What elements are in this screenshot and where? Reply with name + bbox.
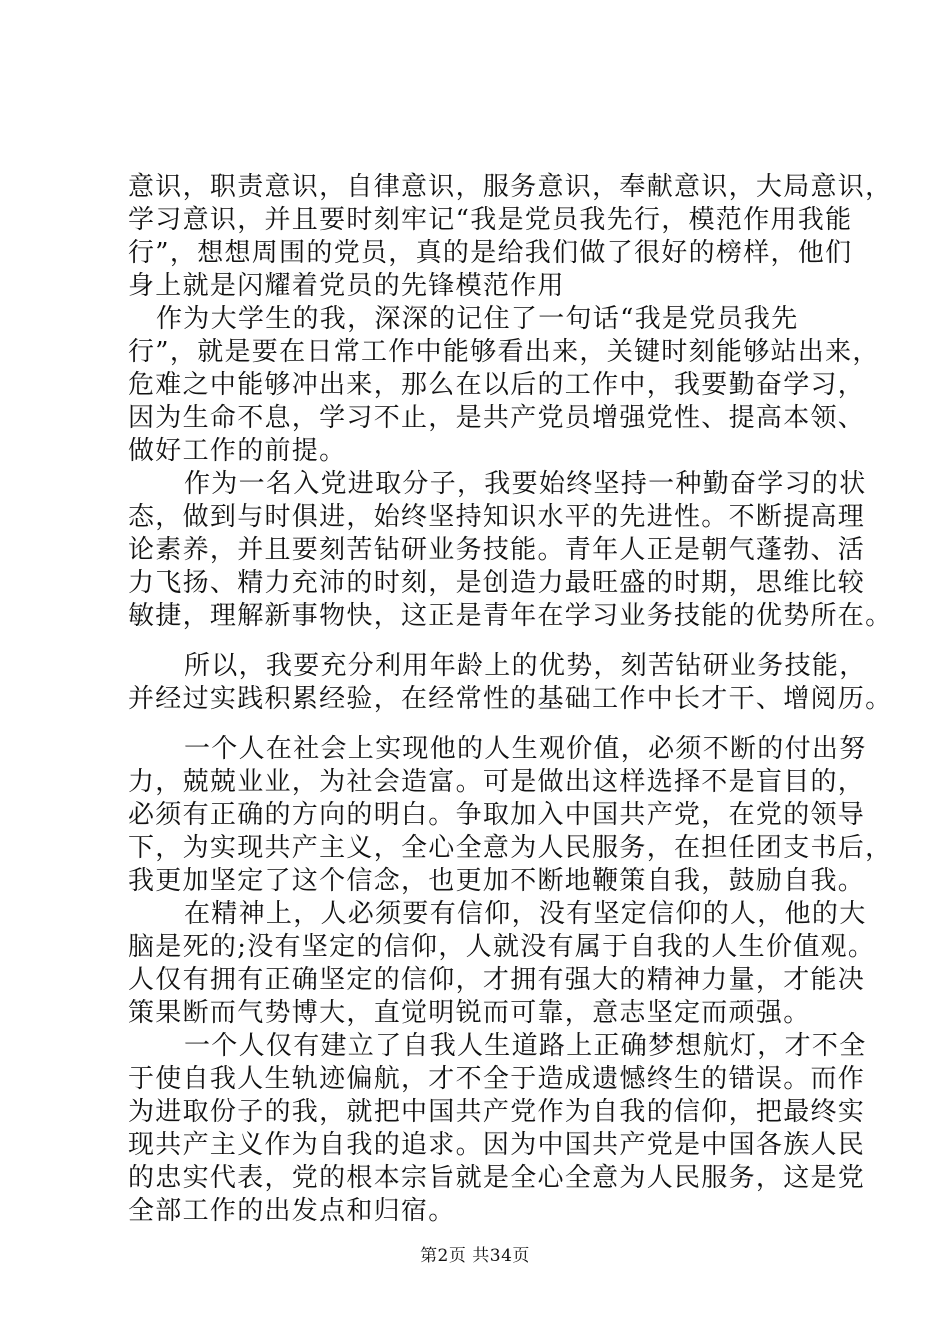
text-line: 论素养，并且要刻苦钻研业务技能。青年人正是朝气蓬勃、活 <box>128 535 866 565</box>
text-line: 危难之中能够冲出来，那么在以后的工作中，我要勤奋学习， <box>128 370 866 400</box>
text-line: 脑是死的;没有坚定的信仰，人就没有属于自我的人生价值观。 <box>128 932 876 962</box>
text-line: 必须有正确的方向的明白。争取加入中国共产党，在党的领导 <box>128 800 866 830</box>
text-line: 作为大学生的我，深深的记住了一句话“我是党员我先 <box>156 304 799 334</box>
text-line: 下，为实现共产主义，全心全意为人民服务，在担任团支书后， <box>128 833 893 863</box>
text-line: 现共产主义作为自我的追求。因为中国共产党是中国各族人民 <box>128 1130 866 1160</box>
page-number-footer: 第2页 共34页 <box>420 1246 530 1266</box>
text-line: 态，做到与时俱进，始终坚持知识水平的先进性。不断提高理 <box>128 502 866 532</box>
text-line: 所以，我要充分利用年龄上的优势，刻苦钻研业务技能， <box>184 651 867 681</box>
text-line: 为进取份子的我，就把中国共产党作为自我的信仰，把最终实 <box>128 1097 866 1127</box>
text-line: 行”，就是要在日常工作中能够看出来，关键时刻能够站出来， <box>128 337 880 367</box>
text-line: 身上就是闪耀着党员的先锋模范作用 <box>128 271 565 301</box>
text-line: 人仅有拥有正确坚定的信仰，才拥有强大的精神力量，才能决 <box>128 965 866 995</box>
text-line: 作为一名入党进取分子，我要始终坚持一种勤奋学习的状 <box>184 469 867 499</box>
text-line: 学习意识，并且要时刻牢记“我是党员我先行，模范作用我能 <box>128 205 853 235</box>
text-line: 一个人在社会上实现他的人生观价值，必须不断的付出努 <box>184 734 867 764</box>
text-line: 在精神上，人必须要有信仰，没有坚定信仰的人，他的大 <box>184 899 867 929</box>
text-line: 我更加坚定了这个信念，也更加不断地鞭策自我，鼓励自我。 <box>128 866 866 896</box>
text-line: 一个人仅有建立了自我人生道路上正确梦想航灯，才不全 <box>184 1031 867 1061</box>
text-line: 意识，职责意识，自律意识，服务意识，奉献意识，大局意识， <box>128 172 893 202</box>
text-line: 于使自我人生轨迹偏航，才不全于造成遗憾终生的错误。而作 <box>128 1064 866 1094</box>
text-line: 因为生命不息，学习不止，是共产党员增强党性、提高本领、 <box>128 403 866 433</box>
text-line: 力飞扬、精力充沛的时刻，是创造力最旺盛的时期，思维比较 <box>128 568 866 598</box>
text-line: 的忠实代表，党的根本宗旨就是全心全意为人民服务，这是党 <box>128 1163 866 1193</box>
text-line: 行”，想想周围的党员，真的是给我们做了很好的榜样，他们 <box>128 238 853 268</box>
text-line: 并经过实践积累经验，在经常性的基础工作中长才干、增阅历。 <box>128 684 893 714</box>
text-line: 策果断而气势博大，直觉明锐而可靠，意志坚定而顽强。 <box>128 998 811 1028</box>
text-line: 敏捷，理解新事物快，这正是青年在学习业务技能的优势所在。 <box>128 601 893 631</box>
text-line: 做好工作的前提。 <box>128 436 347 466</box>
text-line: 力，兢兢业业，为社会造富。可是做出这样选择不是盲目的， <box>128 767 866 797</box>
text-line: 全部工作的出发点和归宿。 <box>128 1196 456 1226</box>
